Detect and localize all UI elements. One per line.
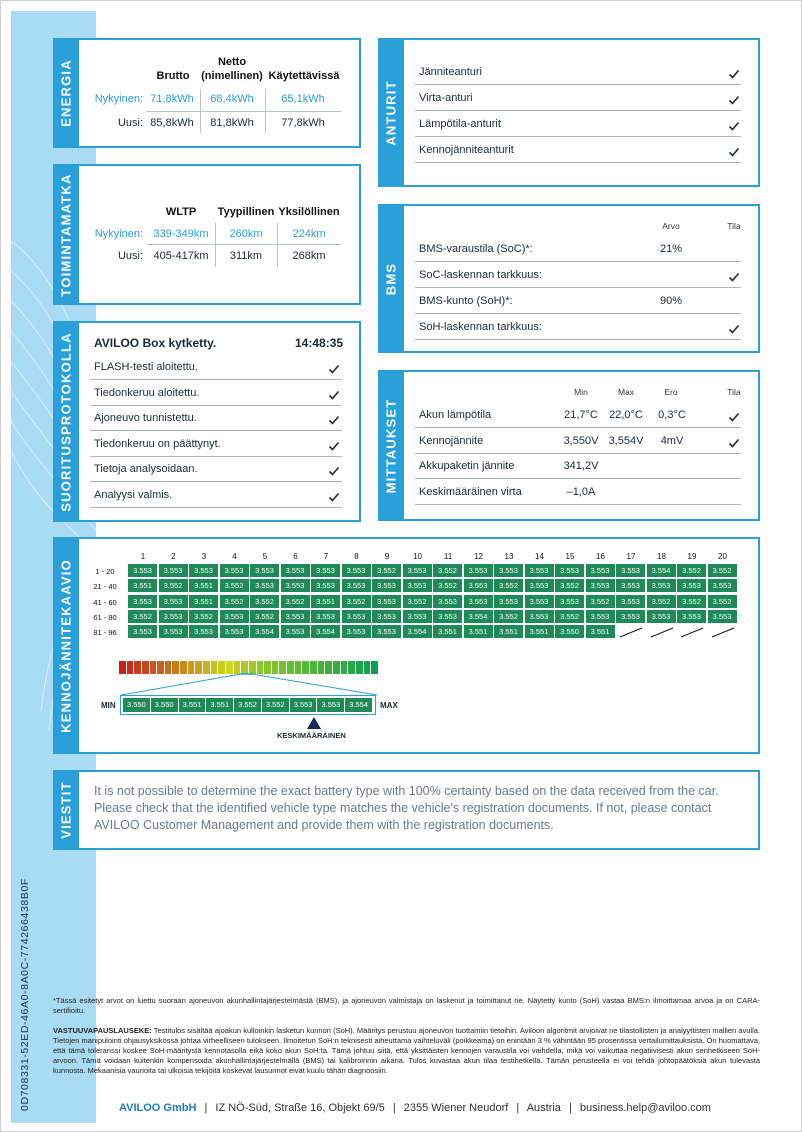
cell-voltage: 3.554 (403, 625, 433, 639)
cell-voltage: 3.554 (464, 610, 494, 624)
row-divider (415, 313, 741, 314)
disclaimer (53, 1026, 760, 1076)
cell-voltage: 3.553 (128, 625, 158, 639)
cell-column-number: 2 (171, 552, 176, 561)
cell-voltage: 3.553 (311, 610, 341, 624)
cell-voltage: 3.554 (311, 625, 341, 639)
footer-company: AVILOO GmbH (119, 1102, 197, 1114)
cell-voltage: 3.552 (677, 564, 707, 578)
measurement-label: Akkupaketin jännite (419, 460, 515, 472)
cell-voltage: 3.552 (433, 579, 463, 593)
cell-column-number: 8 (354, 552, 359, 561)
measurement-max: 22,0°C (609, 409, 643, 421)
range-wltp-current: 339-349km (153, 228, 209, 240)
row-divider (90, 481, 342, 482)
cell-voltage: 3.553 (616, 564, 646, 578)
protocol-item: Tietoja analysoidaan. (94, 463, 198, 475)
check-icon (728, 411, 740, 423)
kennojannite-title: KENNOJÄNNITEKAAVIO (58, 558, 74, 733)
cell-voltage: 3.550 (555, 625, 585, 639)
check-icon (728, 146, 740, 158)
range-wltp-header: WLTP (165, 206, 197, 218)
sensor-item: Jänniteanturi (419, 66, 482, 78)
cell-voltage: 3.552 (433, 564, 463, 578)
cell-voltage: 3.553 (281, 625, 311, 639)
cell-row-label: 41 - 60 (93, 597, 117, 607)
scale-min-label: MIN (101, 701, 116, 710)
footer-sep: | (516, 1102, 520, 1114)
cell-column-number: 16 (596, 552, 605, 561)
cell-voltage: 3.553 (525, 610, 555, 624)
row-divider (90, 405, 342, 406)
cell-voltage: 3.553 (220, 610, 250, 624)
cell-voltage: 3.552 (494, 579, 524, 593)
cell-voltage: 3.553 (525, 564, 555, 578)
cell-voltage: 3.553 (189, 625, 219, 639)
cell-column-number: 10 (413, 552, 422, 561)
empty-cell-slash (708, 625, 738, 639)
energia-divider (146, 111, 341, 112)
suoritusprotokolla-title: SUORITUSPROTOKOLLA (58, 331, 74, 512)
cell-voltage: 3.553 (616, 579, 646, 593)
average-marker-icon (307, 717, 321, 729)
protocol-item: Tiedonkeruu on päättynyt. (94, 437, 221, 450)
cell-voltage: 3.551 (494, 625, 524, 639)
cell-voltage: 3.553 (220, 564, 250, 578)
cell-voltage: 3.552 (647, 595, 677, 609)
cell-voltage: 3.553 (433, 610, 463, 624)
energia-title: ENERGIA (58, 59, 74, 127)
cell-voltage: 3.552 (586, 595, 616, 609)
zoom-connector (119, 673, 381, 697)
cell-voltage: 3.553 (250, 564, 280, 578)
cell-voltage: 3.553 (372, 579, 402, 593)
measurement-label: Akun lämpötila (419, 409, 492, 421)
footer-sep: | (569, 1102, 572, 1114)
range-typical-header: Tyypillinen (217, 206, 275, 218)
cell-voltage: 3.553 (250, 579, 280, 593)
scale-step: 3.553 (317, 698, 345, 712)
energia-nykyinen-label: Nykyinen: (94, 93, 143, 105)
cell-voltage: 3.551 (311, 595, 341, 609)
bms-title: BMS (383, 262, 399, 295)
cell-voltage: 3.552 (708, 595, 738, 609)
check-icon (328, 363, 340, 375)
energia-usable-new: 77,8kWh (281, 117, 325, 129)
measurement-diff: 4mV (660, 434, 684, 447)
cell-voltage: 3.552 (555, 610, 585, 624)
cell-voltage: 3.553 (525, 579, 555, 593)
energia-kaytettavissa-header: Käytettävissä (268, 70, 340, 82)
cell-voltage: 3.554 (250, 625, 280, 639)
energia-netto-new: 81,8kWh (210, 117, 254, 129)
cell-voltage: 3.552 (189, 610, 219, 624)
cell-voltage: 3.553 (189, 564, 219, 578)
cell-voltage: 3.553 (616, 595, 646, 609)
cell-voltage: 3.553 (372, 595, 402, 609)
mitt-min-header: Min (574, 387, 588, 397)
mittaukset-title: MITTAUKSET (383, 398, 399, 493)
cell-voltage: 3.553 (586, 610, 616, 624)
bms-row-label: BMS-varaustila (SoC)*: (419, 243, 533, 255)
scale-step: 3.551 (206, 698, 234, 712)
scale-max-label: MAX (380, 701, 398, 710)
message-text: It is not possible to determine the exact battery type with 100% certainty based on the data received from the car. Please check that the identified vehicle type matches the vehicle's registration documents. If not, please contact AVILOO Customer Management and provide them with the registration documents. (94, 784, 719, 832)
cell-row-label: 21 - 40 (93, 582, 117, 592)
row-divider (415, 110, 741, 111)
cell-column-number: 20 (718, 552, 727, 561)
measurement-max: 3,554V (608, 434, 644, 447)
cell-column-number: 18 (657, 552, 666, 561)
suoritusprotokolla-tab (53, 321, 79, 522)
protocol-item: Analyysi valmis. (94, 488, 173, 501)
check-icon (328, 465, 340, 477)
scale-step: 3.550 (123, 698, 151, 712)
cell-voltage: 3.552 (494, 610, 524, 624)
row-divider (415, 339, 741, 340)
cell-voltage: 3.553 (342, 579, 372, 593)
cell-voltage: 3.552 (342, 595, 372, 609)
energia-brutto-new: 85,8kWh (150, 117, 194, 129)
cell-voltage: 3.552 (708, 564, 738, 578)
measurement-min: 3,550V (563, 434, 599, 447)
viestit-tab (53, 770, 79, 850)
cell-voltage: 3.552 (250, 595, 280, 609)
cell-voltage: 3.553 (159, 595, 189, 609)
row-divider (415, 504, 741, 505)
cell-voltage: 3.552 (250, 610, 280, 624)
cell-voltage: 3.553 (342, 564, 372, 578)
range-wltp-new: 405-417km (153, 250, 209, 262)
check-icon (728, 68, 740, 80)
energia-brutto-current: 71,8kWh (150, 93, 194, 105)
cell-voltage: 3.551 (189, 595, 219, 609)
cell-voltage: 3.553 (159, 610, 189, 624)
energia-uusi-label: Uusi: (117, 117, 143, 129)
row-divider (90, 456, 342, 457)
cell-voltage: 3.553 (372, 610, 402, 624)
row-divider (415, 287, 741, 288)
cell-voltage: 3.553 (586, 579, 616, 593)
toimintamatka-tab (53, 164, 79, 305)
cell-voltage: 3.553 (586, 564, 616, 578)
cell-voltage: 3.553 (677, 579, 707, 593)
anturit-card (378, 38, 760, 187)
cell-voltage: 3.551 (433, 625, 463, 639)
cell-column-number: 3 (201, 552, 207, 561)
cell-voltage: 3.552 (281, 595, 311, 609)
cell-voltage: 3.553 (281, 579, 311, 593)
cell-voltage: 3.553 (616, 610, 646, 624)
cell-voltage: 3.553 (281, 610, 311, 624)
sensor-item: Virta-anturi (419, 92, 473, 104)
cell-voltage: 3.552 (128, 610, 158, 624)
check-icon (728, 120, 740, 132)
disclaimer-title: VASTUUVAPAUSLAUSEKE: (53, 1026, 152, 1035)
measurement-min: 21,7°C (564, 409, 598, 421)
footer-sep: | (392, 1102, 396, 1114)
cell-voltage: 3.553 (433, 595, 463, 609)
voltage-scale (120, 695, 376, 715)
check-icon (328, 491, 340, 503)
cell-voltage: 3.552 (220, 579, 250, 593)
mittaukset-tab (378, 370, 404, 521)
viestit-title: VIESTIT (58, 781, 74, 839)
check-icon (328, 389, 340, 401)
check-icon (328, 414, 340, 426)
row-divider (90, 507, 342, 508)
row-divider (415, 162, 741, 163)
disclaimer-text: Testitulos sisältää ajoakun kulloinkin lasketun kunnon (SoH). Määritys perustuu ajoneuvon tuottamiin tietoihin. Aviloon algoritmit arvioivat ne tilastollisten ja analyyttisten mallien avulla. Tietojen manipulointi ohjausyksikössä johtaa virheelliseen tulokseen. Ilmoitetun SoH:n teknisesti aiheuttama vaihteluväli (poikkeama) on enintään 3 % vähintään 95 prosentissa vertailumittauksista. On huomattava, että tämä toleranssi koskee SoH-määritystä kennotasolla eikä koko akun SoH:ta. Tämä johtuu siitä, että yksittäisten kennojen varaustila voi vaihdella, mikä voi vaikuttaa negatiivisesti akun senhetkiseen SoH-arvoon. Tämä voidaan kuitenkin kompensoida akunhallintajärjestelmällä (BMS) tai kalibroinnin aikana. Tulos kuvastaa akun tilaa testihetkellä. Tämän perusteella ei voi tehdä johtopäätöksiä akun tulevasta kunnosta. Mekaanisia vaurioita tai ulkoisia tekijöitä koskevat lausunnot eivät kuulu tähän diagnoosiin. (53, 1026, 761, 1075)
range-individual-new: 268km (292, 250, 326, 262)
cell-voltage: 3.553 (403, 564, 433, 578)
range-col-divider (215, 223, 216, 267)
check-icon (328, 440, 340, 452)
footer-address: IZ NÖ-Süd, Straße 16, Objekt 69/5 (215, 1102, 385, 1114)
bms-row-label: BMS-kunto (SoH)*: (419, 295, 513, 307)
cell-voltage: 3.553 (403, 610, 433, 624)
cell-voltage: 3.553 (708, 610, 738, 624)
kennojannite-tab (53, 537, 79, 754)
measurement-diff: 0,3°C (658, 409, 686, 421)
cell-row-label: 81 - 96 (93, 628, 117, 638)
cell-voltage: 3.553 (128, 564, 158, 578)
cell-column-number: 15 (565, 552, 575, 561)
cell-voltage: 3.553 (220, 625, 250, 639)
cell-voltage: 3.553 (708, 579, 738, 593)
scale-step: 3.551 (179, 698, 207, 712)
cell-voltage: 3.553 (464, 579, 494, 593)
document-id: 0D708331-52ED-46A0-8A0C-774266438B0F (19, 878, 31, 1111)
energia-netto-header: Netto (217, 56, 247, 68)
cell-voltage: 3.553 (281, 564, 311, 578)
anturit-tab (378, 38, 404, 187)
cell-column-number: 19 (687, 552, 697, 561)
measurement-label: Keskimääräinen virta (419, 485, 522, 498)
mitt-ero-header: Ero (664, 387, 678, 397)
sensor-item: Kennojänniteanturit (419, 144, 514, 156)
footnote: *Tässä esitetyt arvot on luettu suoraan ajoneuvon akunhallintajärjestelmästä (BMS), ja ajoneuvon valmistaja on laskenut ja toimittanut ne. Näytetty kunto (SoH) vastaa BMS:n ilmoittamaa arvoa ja on CARA-sertifioitu. (53, 996, 760, 1015)
check-icon (728, 437, 740, 449)
cell-voltage: 3.553 (403, 579, 433, 593)
empty-cell-slash (677, 625, 707, 639)
range-typical-new: 311km (229, 250, 263, 262)
range-typical-current: 260km (229, 228, 263, 240)
range-individual-current: 224km (292, 228, 326, 240)
protocol-time: 14:48:35 (295, 336, 344, 350)
cell-voltage: 3.552 (372, 564, 402, 578)
cell-voltage: 3.553 (128, 595, 158, 609)
cell-voltage: 3.553 (159, 564, 189, 578)
mitt-max-header: Max (617, 387, 635, 397)
cell-voltage: 3.553 (342, 610, 372, 624)
cell-voltage: 3.553 (525, 595, 555, 609)
protocol-header: AVILOO Box kytketty. (94, 336, 217, 350)
cell-voltage: 3.552 (159, 579, 189, 593)
cell-voltage: 3.552 (220, 595, 250, 609)
scale-step: 3.552 (234, 698, 262, 712)
cell-voltage: 3.551 (586, 625, 616, 639)
measurement-min: –1,0A (566, 485, 596, 498)
footer-city: 2355 Wiener Neudorf (403, 1102, 509, 1114)
empty-cell-slash (647, 625, 677, 639)
bms-tila-header: Tila (727, 221, 741, 231)
footer (119, 1102, 711, 1114)
cell-voltage: 3.553 (647, 579, 677, 593)
footer-country: Austria (526, 1102, 561, 1114)
check-icon (728, 323, 740, 335)
scale-step: 3.550 (151, 698, 179, 712)
cell-voltage: 3.553 (555, 595, 585, 609)
cell-voltage: 3.551 (464, 625, 494, 639)
cell-voltage: 3.551 (128, 579, 158, 593)
cell-voltage: 3.552 (677, 595, 707, 609)
cell-row-label: 1 - 20 (95, 567, 115, 576)
cell-voltage: 3.553 (311, 564, 341, 578)
energia-usable-current: 65,1kWh (281, 93, 325, 105)
cell-voltage: 3.553 (494, 595, 524, 609)
range-divider (147, 244, 341, 245)
cell-voltage: 3.554 (647, 564, 677, 578)
protocol-item: Ajoneuvo tunnistettu. (94, 412, 197, 424)
footer-sep: | (204, 1102, 208, 1114)
cell-voltage: 3.553 (677, 610, 707, 624)
scale-step: 3.552 (262, 698, 290, 712)
cell-column-number: 1 (140, 552, 146, 561)
cell-row-label: 61 - 80 (93, 612, 117, 622)
cell-column-number: 9 (384, 552, 390, 561)
cell-voltage: 3.553 (342, 625, 372, 639)
cell-voltage: 3.553 (311, 579, 341, 593)
mitt-tila-header: Tila (727, 387, 741, 397)
bms-row-value: 90% (659, 295, 683, 307)
cell-column-number: 6 (293, 552, 298, 561)
cell-voltage: 3.553 (159, 625, 189, 639)
cell-voltage: 3.551 (525, 625, 555, 639)
range-uusi-label: Uusi: (117, 250, 143, 262)
cell-voltage: 3.553 (372, 625, 402, 639)
cell-column-number: 14 (535, 552, 544, 561)
energia-tab (53, 38, 79, 148)
row-divider (90, 379, 342, 380)
measurement-min: 341,2V (563, 460, 599, 472)
row-divider (415, 453, 741, 454)
cell-column-number: 4 (232, 552, 237, 561)
cell-voltage: 3.552 (555, 579, 585, 593)
footer-email[interactable]: business.help@aviloo.com (579, 1102, 711, 1114)
bms-tab (378, 204, 404, 353)
bms-row-label: SoC-laskennan tarkkuus: (419, 269, 542, 281)
cell-column-number: 12 (474, 552, 483, 561)
energia-netto-sub-header: (nimellinen) (201, 70, 263, 82)
empty-cell-slash (616, 625, 646, 639)
energia-col-divider (200, 89, 201, 133)
toimintamatka-title: TOIMINTAMATKA (58, 172, 74, 297)
energia-brutto-header: Brutto (156, 70, 190, 82)
row-divider (415, 84, 741, 85)
row-divider (415, 478, 741, 479)
cell-column-number: 11 (443, 552, 453, 561)
range-col-divider (277, 223, 278, 267)
protocol-item: Tiedonkeruu aloitettu. (94, 386, 200, 399)
cell-voltage: 3.553 (464, 564, 494, 578)
check-icon (728, 94, 740, 106)
range-individual-header: Yksilöllinen (278, 206, 340, 218)
energia-netto-current: 68,4kWh (210, 93, 254, 105)
bms-arvo-header: Arvo (662, 221, 680, 231)
cell-column-number: 13 (504, 552, 514, 561)
check-icon (728, 271, 740, 283)
cell-voltage: 3.552 (403, 595, 433, 609)
protocol-item: FLASH-testi aloitettu. (94, 361, 198, 373)
cell-column-number: 7 (323, 552, 329, 561)
cell-column-number: 17 (626, 552, 636, 561)
bms-row-value: 21% (659, 243, 683, 255)
range-nykyinen-label: Nykyinen: (94, 228, 143, 240)
scale-step: 3.554 (345, 698, 373, 712)
cell-voltage: 3.551 (189, 579, 219, 593)
row-divider (415, 427, 741, 428)
bms-row-label: SoH-laskennan tarkkuus: (419, 321, 542, 333)
row-divider (415, 136, 741, 137)
sensor-item: Lämpötila-anturit (419, 118, 501, 130)
cell-voltage: 3.553 (555, 564, 585, 578)
cell-voltage: 3.553 (464, 595, 494, 609)
cell-voltage: 3.553 (494, 564, 524, 578)
energia-col-divider (265, 89, 266, 133)
measurement-label: Kennojännite (419, 434, 484, 447)
average-label: KESKIMÄÄRÄINEN (277, 731, 346, 740)
row-divider (90, 430, 342, 431)
cell-column-number: 5 (262, 552, 268, 561)
cell-voltage: 3.553 (647, 610, 677, 624)
scale-step: 3.553 (290, 698, 318, 712)
row-divider (415, 261, 741, 262)
anturit-title: ANTURIT (383, 79, 399, 146)
